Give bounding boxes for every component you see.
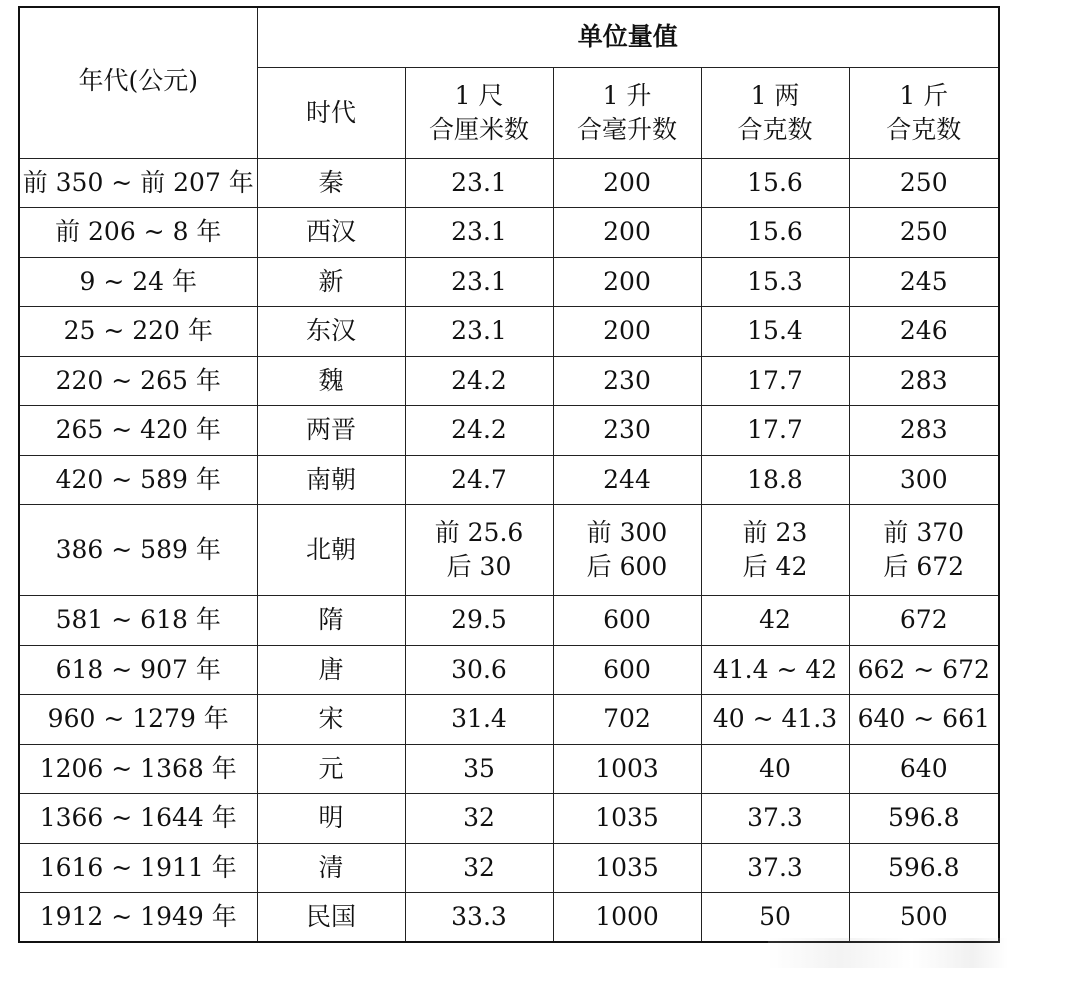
unit-header-sheng-line1: 1 升: [602, 80, 652, 110]
dynasty-cell: 明: [257, 794, 405, 844]
liang-cell-early: 前 23: [742, 518, 808, 547]
jin-cell: 672: [849, 596, 999, 646]
table-row: [19, 645, 999, 695]
sheng-cell: 1035: [553, 843, 701, 893]
dynasty-cell: 西汉: [257, 208, 405, 258]
liang-cell: 37.3: [701, 794, 849, 844]
sheng-cell: 600: [553, 596, 701, 646]
jin-cell: 596.8: [849, 843, 999, 893]
chi-cell: 23.1: [405, 307, 553, 357]
table-row: [19, 843, 999, 893]
jin-cell: 283: [849, 406, 999, 456]
dynasty-cell: 宋: [257, 695, 405, 745]
jin-cell: 596.8: [849, 794, 999, 844]
chi-cell: 24.2: [405, 356, 553, 406]
liang-cell: 15.4: [701, 307, 849, 357]
unit-values-group-header: 单位量值: [257, 7, 999, 67]
dynasty-cell: 元: [257, 744, 405, 794]
unit-header-liang-line1: 1 两: [750, 80, 800, 110]
jin-cell: 246: [849, 307, 999, 357]
sheng-cell: 230: [553, 356, 701, 406]
table-row: [19, 257, 999, 307]
table-row: [19, 695, 999, 745]
era-cell: 220 ~ 265 年: [19, 356, 257, 406]
sheng-cell: 702: [553, 695, 701, 745]
liang-cell: [701, 505, 849, 596]
table-row: [19, 356, 999, 406]
liang-cell: 17.7: [701, 356, 849, 406]
unit-header-liang-line2: 合克数: [737, 114, 813, 144]
table-row: [19, 744, 999, 794]
chi-cell: 24.7: [405, 455, 553, 505]
sheng-cell: 1000: [553, 893, 701, 943]
dynasty-cell: 秦: [257, 158, 405, 208]
chi-cell-late: 后 30: [446, 552, 512, 581]
unit-header-jin-line1: 1 斤: [899, 80, 949, 110]
unit-header-sheng: [553, 67, 701, 158]
era-cell: 前 206 ~ 8 年: [19, 208, 257, 258]
dynasty-cell: 民国: [257, 893, 405, 943]
sheng-cell: 200: [553, 158, 701, 208]
era-cell: 386 ~ 589 年: [19, 505, 257, 596]
unit-header-chi-line2: 合厘米数: [428, 114, 529, 144]
era-cell: 9 ~ 24 年: [19, 257, 257, 307]
chi-cell: 29.5: [405, 596, 553, 646]
watermark-smudge: [768, 938, 1008, 968]
table-row: [19, 794, 999, 844]
sheng-cell-early: 前 300: [586, 518, 668, 547]
liang-cell: 17.7: [701, 406, 849, 456]
era-cell: 1206 ~ 1368 年: [19, 744, 257, 794]
liang-cell: 41.4 ~ 42: [701, 645, 849, 695]
liang-cell: 40: [701, 744, 849, 794]
dynasty-cell: 新: [257, 257, 405, 307]
jin-cell: 300: [849, 455, 999, 505]
table-row: [19, 406, 999, 456]
sheng-cell: 1035: [553, 794, 701, 844]
chi-cell: 32: [405, 794, 553, 844]
jin-cell: 640 ~ 661: [849, 695, 999, 745]
era-cell: 前 350 ~ 前 207 年: [19, 158, 257, 208]
unit-header-jin-line2: 合克数: [886, 114, 962, 144]
chi-cell: 23.1: [405, 257, 553, 307]
jin-cell: 640: [849, 744, 999, 794]
era-cell: 618 ~ 907 年: [19, 645, 257, 695]
chi-cell-early: 前 25.6: [434, 518, 524, 547]
dynasty-cell: 北朝: [257, 505, 405, 596]
era-cell: 265 ~ 420 年: [19, 406, 257, 456]
liang-cell: 50: [701, 893, 849, 943]
chi-cell: 35: [405, 744, 553, 794]
chi-cell: 23.1: [405, 208, 553, 258]
table-row: [19, 596, 999, 646]
jin-cell-early: 前 370: [883, 518, 965, 547]
dynasty-cell: 魏: [257, 356, 405, 406]
liang-cell: 40 ~ 41.3: [701, 695, 849, 745]
chi-cell: 23.1: [405, 158, 553, 208]
era-cell: 1616 ~ 1911 年: [19, 843, 257, 893]
table-row: [19, 208, 999, 258]
liang-cell: 42: [701, 596, 849, 646]
era-cell: 1912 ~ 1949 年: [19, 893, 257, 943]
liang-cell: 15.6: [701, 208, 849, 258]
jin-cell: 250: [849, 158, 999, 208]
era-cell: 581 ~ 618 年: [19, 596, 257, 646]
dynasty-cell: 唐: [257, 645, 405, 695]
sheng-cell: 600: [553, 645, 701, 695]
era-cell: 420 ~ 589 年: [19, 455, 257, 505]
unit-header-sheng-line2: 合毫升数: [576, 114, 677, 144]
jin-cell: 500: [849, 893, 999, 943]
jin-cell: 662 ~ 672: [849, 645, 999, 695]
era-cell: 1366 ~ 1644 年: [19, 794, 257, 844]
sheng-cell: 244: [553, 455, 701, 505]
sheng-cell: 1003: [553, 744, 701, 794]
dynasty-cell: 隋: [257, 596, 405, 646]
measurement-units-table: [18, 6, 1000, 943]
liang-cell: 18.8: [701, 455, 849, 505]
dynasty-cell: 清: [257, 843, 405, 893]
jin-cell: [849, 505, 999, 596]
sheng-cell: [553, 505, 701, 596]
table-row: [19, 893, 999, 943]
dynasty-cell: 两晋: [257, 406, 405, 456]
table-row: [19, 455, 999, 505]
sheng-cell: 230: [553, 406, 701, 456]
era-cell: 25 ~ 220 年: [19, 307, 257, 357]
sheng-cell-late: 后 600: [586, 552, 668, 581]
chi-cell: 24.2: [405, 406, 553, 456]
sheng-cell: 200: [553, 208, 701, 258]
chi-cell: 31.4: [405, 695, 553, 745]
jin-cell: 283: [849, 356, 999, 406]
era-column-header: 年代(公元): [19, 7, 257, 158]
jin-cell: 250: [849, 208, 999, 258]
dynasty-cell: 东汉: [257, 307, 405, 357]
era-cell: 960 ~ 1279 年: [19, 695, 257, 745]
liang-cell: 37.3: [701, 843, 849, 893]
liang-cell: 15.6: [701, 158, 849, 208]
sheng-cell: 200: [553, 257, 701, 307]
unit-header-chi-line1: 1 尺: [454, 80, 504, 110]
chi-cell: 30.6: [405, 645, 553, 695]
dynasty-column-header: 时代: [257, 67, 405, 158]
dynasty-cell: 南朝: [257, 455, 405, 505]
unit-header-chi: [405, 67, 553, 158]
table-row: [19, 505, 999, 596]
chi-cell: 32: [405, 843, 553, 893]
unit-header-jin: [849, 67, 999, 158]
liang-cell: 15.3: [701, 257, 849, 307]
table-row: [19, 307, 999, 357]
liang-cell-late: 后 42: [742, 552, 808, 581]
sheng-cell: 200: [553, 307, 701, 357]
jin-cell: 245: [849, 257, 999, 307]
jin-cell-late: 后 672: [883, 552, 965, 581]
unit-header-liang: [701, 67, 849, 158]
chi-cell: 33.3: [405, 893, 553, 943]
chi-cell: [405, 505, 553, 596]
table-row: [19, 158, 999, 208]
table-container: [18, 6, 1000, 943]
